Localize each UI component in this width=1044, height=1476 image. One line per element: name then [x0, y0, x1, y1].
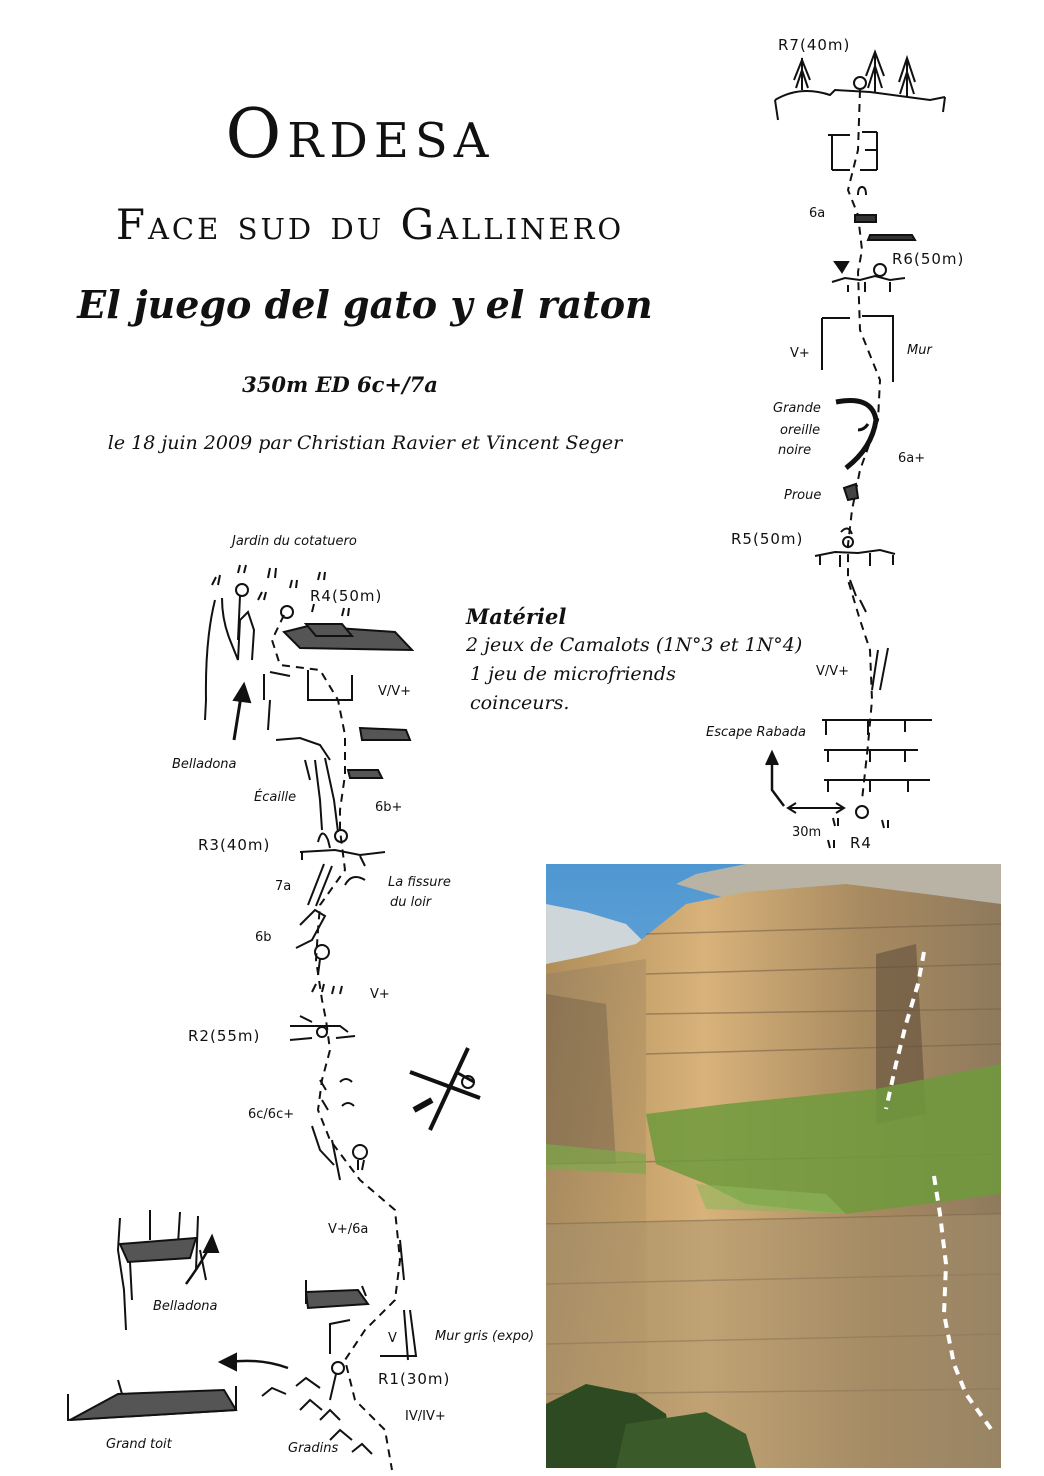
- jardin-label: Jardin du cotatuero: [232, 534, 357, 549]
- grand-toit: [70, 1390, 236, 1420]
- belay-label-r1: R1(30m): [378, 1370, 451, 1388]
- mur-gris-label: Mur gris (expo): [435, 1329, 535, 1344]
- belay-label-r4: R4(50m): [310, 587, 383, 605]
- route-line: [848, 90, 880, 800]
- route-name: El juego del gato y el raton: [77, 282, 653, 327]
- fissure-du-loir: [308, 864, 332, 906]
- page-subtitle: Face sud du Gallinero: [115, 200, 625, 249]
- belay-r6: [874, 264, 886, 276]
- face-photo: [546, 864, 1001, 1468]
- grade-label: 6b+: [375, 800, 403, 815]
- ice-axe-hammer-icon: [410, 1048, 480, 1130]
- materiel-line: coinceurs.: [470, 692, 570, 714]
- grande-oreille-noire: [836, 400, 876, 468]
- oreille-label: oreille: [780, 423, 821, 438]
- materiel-line: 2 jeux de Camalots (1N°3 et 1N°4): [466, 634, 803, 656]
- grade-label: 6b: [255, 930, 272, 945]
- topo-lower-pitches: [55, 530, 545, 1472]
- grade-label: IV/IV+: [405, 1409, 446, 1424]
- belay-label-r4-right: R4: [850, 834, 872, 852]
- escape-label: Escape Rabada: [706, 725, 806, 740]
- ecaille-label: Écaille: [254, 790, 297, 805]
- belay-label-r2: R2(55m): [188, 1027, 261, 1045]
- oreille-label: Grande: [773, 401, 821, 416]
- tree-icon: [899, 58, 915, 96]
- roof: [284, 626, 412, 650]
- overhang: [360, 728, 410, 740]
- belladona-label-top: Belladona: [172, 757, 237, 772]
- overhang: [855, 215, 876, 222]
- grand-toit-label: Grand toit: [106, 1437, 172, 1452]
- page-title: Ordesa: [225, 95, 495, 174]
- grade-label: 6a: [809, 206, 826, 221]
- fissure-label: La fissure: [388, 875, 451, 890]
- belay-label-r6: R6(50m): [892, 250, 965, 268]
- grade-label: V/V+: [816, 664, 850, 679]
- grade-label: V: [388, 1331, 397, 1346]
- grade-label: 6a+: [898, 451, 926, 466]
- route-stats: 350m ED 6c+/7a: [242, 372, 438, 397]
- grade-label: V+: [790, 346, 810, 361]
- grade-label: V+/6a: [328, 1222, 369, 1237]
- belay-r4-right: [856, 806, 868, 818]
- traverse-arrow: [230, 1361, 288, 1368]
- proue: [844, 484, 858, 500]
- distance-label: 30m: [792, 825, 822, 840]
- mur-label: Mur: [907, 343, 932, 358]
- belay-r7: [854, 77, 866, 89]
- ascent-date: le 18 juin 2009 par Christian Ravier et Vincent Seger: [107, 432, 623, 454]
- overhang: [306, 1290, 368, 1308]
- topo-upper-pitches: [690, 30, 1020, 860]
- grade-label: 7a: [275, 879, 292, 894]
- tree-icon: [794, 58, 810, 90]
- belladona-label-bottom: Belladona: [153, 1299, 218, 1314]
- fissure-label: du loir: [390, 895, 432, 910]
- tree-icon: [866, 52, 884, 92]
- grade-label: 6c/6c+: [248, 1107, 295, 1122]
- gradins-label: Gradins: [288, 1441, 339, 1456]
- belay-r1: [332, 1362, 344, 1374]
- proue-label: Proue: [784, 488, 822, 503]
- overhang: [348, 770, 382, 778]
- oreille-label: noire: [778, 443, 812, 458]
- overhang: [868, 235, 915, 240]
- materiel-line: 1 jeu de microfriends: [470, 663, 676, 685]
- belay-label-r7: R7(40m): [778, 36, 851, 54]
- grade-label: V/V+: [378, 684, 412, 699]
- materiel-title: Matériel: [466, 604, 567, 629]
- grade-label: V+: [370, 987, 390, 1002]
- belay-label-r5: R5(50m): [731, 530, 804, 548]
- belay-r2: [317, 1027, 327, 1037]
- route-line-lower: [272, 615, 403, 1470]
- belay-label-r3: R3(40m): [198, 836, 271, 854]
